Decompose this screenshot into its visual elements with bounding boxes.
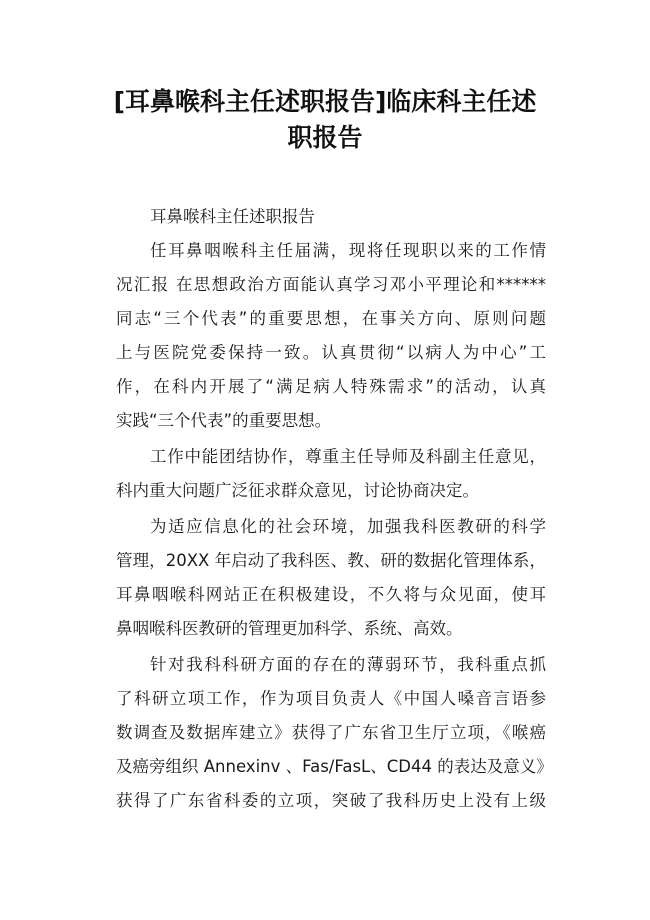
paragraph-line: 针对我科科研方面的存在的薄弱环节，我科重点抓 <box>150 655 546 674</box>
paragraph-line: 上与医院党委保持一致。认真贯彻“以病人为中心”工 <box>116 343 546 362</box>
title-line-2: 职报告 <box>287 123 363 152</box>
paragraph-line: 了科研立项工作，作为项目负责人《中国人嗓音言语参 <box>116 689 546 708</box>
paragraph-line: 管理，20XX 年启动了我科医、教、研的数据化管理体系， <box>116 551 546 570</box>
paragraph-line: 数调查及数据库建立》获得了广东省卫生厅立项，《喉癌 <box>116 723 546 742</box>
paragraph-line: 为适应信息化的社会环境，加强我科医教研的科学 <box>150 517 546 536</box>
paragraph-line: 工作中能团结协作，尊重主任导师及科副主任意见， <box>150 447 546 466</box>
paragraph-line: 同志“三个代表”的重要思想，在事关方向、原则问题 <box>116 309 546 328</box>
paragraph-line: 及癌旁组织 Annexinv 、Fas/FasL、CD44 的表达及意义》 <box>116 757 553 776</box>
paragraph-line: 况汇报 在思想政治方面能认真学习邓小平理论和****** <box>116 275 546 294</box>
document-subheading: 耳鼻喉科主任述职报告 <box>150 207 315 226</box>
paragraph-line: 耳鼻咽喉科网站正在积极建设，不久将与众见面，使耳 <box>116 585 546 604</box>
paragraph-line: 作，在科内开展了“满足病人特殊需求”的活动，认真 <box>116 377 546 396</box>
document-title <box>60 84 590 156</box>
paragraph-line: 实践“三个代表”的重要思想。 <box>116 411 332 430</box>
paragraph-line: 获得了广东省科委的立项，突破了我科历史上没有上级 <box>116 791 546 810</box>
paragraph-line: 鼻咽喉科医教研的管理更加科学、系统、高效。 <box>116 619 463 638</box>
paragraph-line: 任耳鼻咽喉科主任届满，现将任现职以来的工作情 <box>150 241 546 260</box>
title-line-1: [耳鼻喉科主任述职报告]临床科主任述 <box>113 87 537 116</box>
paragraph-line: 科内重大问题广泛征求群众意见，讨论协商决定。 <box>116 481 479 500</box>
